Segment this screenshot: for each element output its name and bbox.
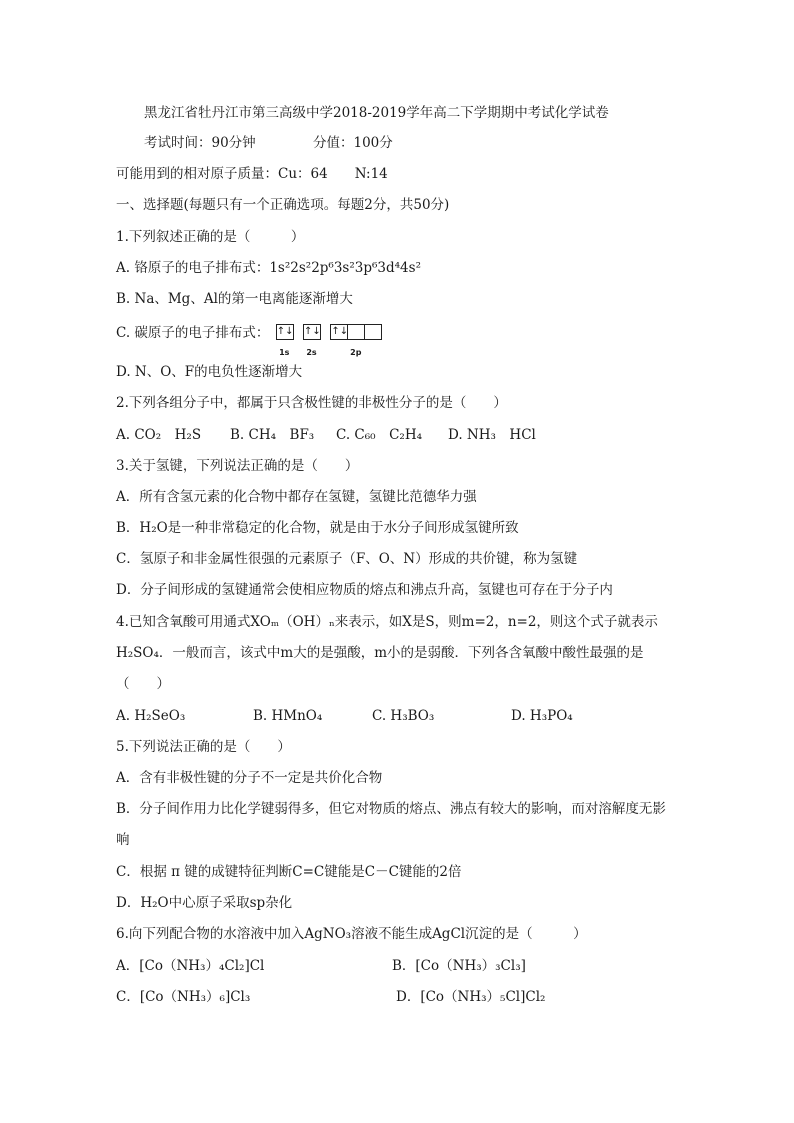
q2-stem: 2.下列各组分子中，都属于只含极性键的非极性分子的是（ ） bbox=[116, 395, 507, 411]
q6-option-b: B．[Co（NH₃）₃Cl₃] bbox=[392, 958, 526, 974]
orbital-diagram bbox=[276, 323, 388, 357]
q5-option-b-line1: B．分子间作用力比化学键弱得多，但它对物质的熔点、沸点有较大的影响，而对溶解度无影 bbox=[116, 801, 666, 817]
orbital-label: 1s bbox=[279, 347, 290, 357]
orbital-box: ↑↓ bbox=[330, 324, 348, 340]
q4-option-a: A. H₂SeO₃ bbox=[116, 708, 186, 724]
exam-score: 分值：100分 bbox=[313, 135, 393, 151]
q5-option-c: C．根据 π 键的成键特征判断C=C键能是C－C键能的2倍 bbox=[116, 864, 462, 880]
q6-stem: 6.向下列配合物的水溶液中加入AgNO₃溶液不能生成AgCl沉淀的是（ ） bbox=[116, 926, 587, 942]
q6-option-c: C．[Co（NH₃）₆]Cl₃ bbox=[116, 989, 251, 1005]
orbital-label: 2p bbox=[350, 347, 362, 357]
q5-option-a: A．含有非极性键的分子不一定是共价化合物 bbox=[116, 770, 383, 786]
q1-option-c bbox=[116, 323, 387, 357]
orbital-box: ↑↓ bbox=[303, 324, 321, 340]
orbital-box: ↑↓ bbox=[276, 324, 294, 340]
q5-stem: 5.下列说法正确的是（ ） bbox=[116, 739, 291, 755]
q4-stem-line1: 4.已知含氧酸可用通式XOₘ（OH）ₙ来表示，如X是S，则m=2，n=2，则这个式子就表示 bbox=[116, 614, 658, 630]
q2-option-a: A. CO₂ H₂S bbox=[116, 427, 202, 443]
orbital-2p bbox=[330, 324, 381, 357]
q2-option-c: C. C₆₀ C₂H₄ bbox=[336, 427, 423, 443]
exam-title: 黑龙江省牡丹江市第三高级中学2018-2019学年高二下学期期中考试化学试卷 bbox=[144, 105, 609, 121]
q6-option-a: A．[Co（NH₃）₄Cl₂]Cl bbox=[116, 958, 265, 974]
q1-stem: 1.下列叙述正确的是（ ） bbox=[116, 229, 305, 245]
q4-option-b: B. HMnO₄ bbox=[253, 708, 323, 724]
orbital-box bbox=[364, 324, 382, 340]
q4-option-c: C. H₃BO₃ bbox=[372, 708, 435, 724]
q3-stem: 3.关于氢键，下列说法正确的是（ ） bbox=[116, 458, 359, 474]
orbital-label: 2s bbox=[306, 347, 317, 357]
q1-option-c-text: C. 碳原子的电子排布式： bbox=[116, 325, 270, 341]
q1-option-a-formula: 1s²2s²2p⁶3s²3p⁶3d⁴4s² bbox=[269, 260, 421, 276]
section-heading: 一、选择题(每题只有一个正确选项。每题2分，共50分) bbox=[116, 197, 450, 213]
q3-option-b: B．H₂O是一种非常稳定的化合物，就是由于水分子间形成氢键所致 bbox=[116, 520, 519, 536]
q1-option-d: D. N、O、F的电负性逐渐增大 bbox=[116, 364, 303, 380]
q4-stem-line3: （ ） bbox=[116, 676, 170, 692]
q1-option-a-text: A. 铬原子的电子排布式： bbox=[116, 260, 270, 276]
q3-option-d: D．分子间形成的氢键通常会使相应物质的熔点和沸点升高，氢键也可存在于分子内 bbox=[116, 582, 613, 598]
q6-option-d: D．[Co（NH₃）₅Cl]Cl₂ bbox=[396, 989, 546, 1005]
q3-option-a: A．所有含氢元素的化合物中都存在氢键，氢键比范德华力强 bbox=[116, 489, 477, 505]
q3-option-c: C．氢原子和非金属性很强的元素原子（F、O、N）形成的共价键，称为氢键 bbox=[116, 551, 578, 567]
orbital-2s bbox=[303, 324, 321, 357]
q5-option-b-line2: 响 bbox=[116, 832, 130, 848]
q2-option-b: B. CH₄ BF₃ bbox=[230, 427, 315, 443]
exam-time: 考试时间：90分钟 bbox=[144, 135, 256, 151]
q4-option-d: D. H₃PO₄ bbox=[511, 708, 573, 724]
q2-option-d: D. NH₃ HCl bbox=[448, 427, 536, 443]
atomic-mass-note: 可能用到的相对原子质量：Cu：64 N:14 bbox=[116, 166, 388, 182]
q1-option-b: B. Na、Mg、Al的第一电离能逐渐增大 bbox=[116, 291, 353, 307]
q5-option-d: D．H₂O中心原子采取sp杂化 bbox=[116, 895, 293, 911]
orbital-box bbox=[347, 324, 365, 340]
q1-option-a bbox=[116, 258, 421, 278]
orbital-1s bbox=[276, 324, 294, 357]
q4-stem-line2: H₂SO₄．一般而言，该式中m大的是强酸，m小的是弱酸．下列各含氧酸中酸性最强的是 bbox=[116, 645, 644, 661]
